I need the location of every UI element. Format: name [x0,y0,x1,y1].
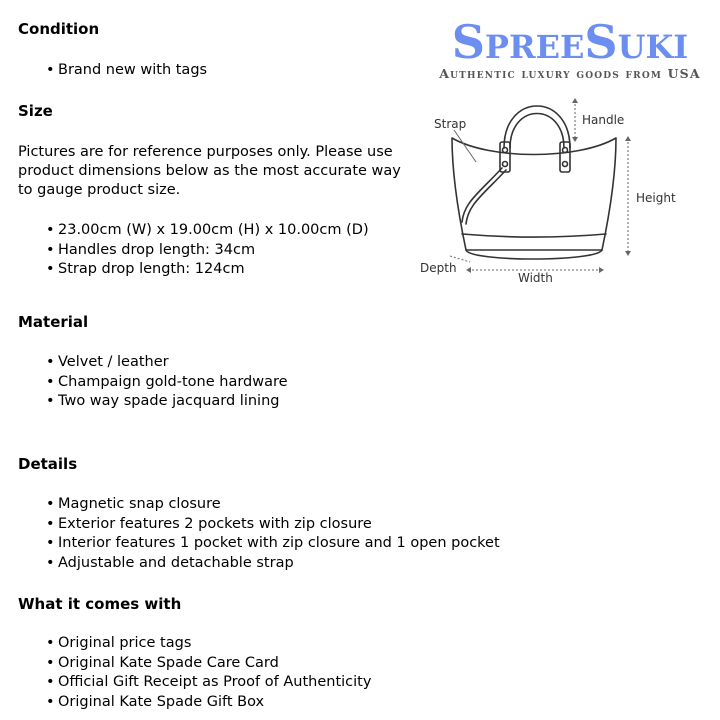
list-item: • Interior features 1 pocket with zip closure and 1 open pocket [46,534,500,554]
list-item: • Brand new with tags [46,61,207,81]
brand-name: SpreeSuki [451,15,689,69]
list-item: • 23.00cm (W) x 19.00cm (H) x 10.00cm (D) [46,221,369,241]
material-heading: Material [18,313,89,331]
width-label: Width [518,271,553,285]
brand-tagline: Authentic luxury goods from USA [439,66,701,81]
size-heading: Size [18,102,53,120]
list-item: • Magnetic snap closure [46,495,500,515]
list-item: • Official Gift Receipt as Proof of Authenticity [46,673,371,693]
size-note: Pictures are for reference purposes only. Please use product dimensions below as the most accurate way to gauge product size. [18,144,401,198]
list-item: • Handles drop length: 34cm [46,241,369,261]
condition-heading: Condition [18,20,100,38]
strap-label: Strap [434,117,467,131]
list-item: • Champaign gold-tone hardware [46,373,288,393]
material-list [46,353,288,412]
list-item: • Original price tags [46,634,371,654]
list-item: • Two way spade jacquard lining [46,392,288,412]
brand-logo [424,16,716,81]
details-list [46,495,500,573]
details-heading: Details [18,455,78,473]
comes-with-heading: What it comes with [18,595,182,613]
list-item: • Original Kate Spade Care Card [46,654,371,674]
size-list [46,221,369,280]
list-item: • Adjustable and detachable strap [46,554,500,574]
height-label: Height [636,191,676,205]
list-item: • Strap drop length: 124cm [46,260,369,280]
list-item: • Exterior features 2 pockets with zip closure [46,515,500,535]
depth-label: Depth [420,261,457,275]
handle-label: Handle [582,113,625,127]
list-item: • Velvet / leather [46,353,288,373]
handbag-icon [452,106,616,259]
condition-list [46,61,207,81]
bag-dimension-diagram [410,92,680,292]
list-item: • Original Kate Spade Gift Box [46,693,371,713]
comes-with-list [46,634,371,712]
